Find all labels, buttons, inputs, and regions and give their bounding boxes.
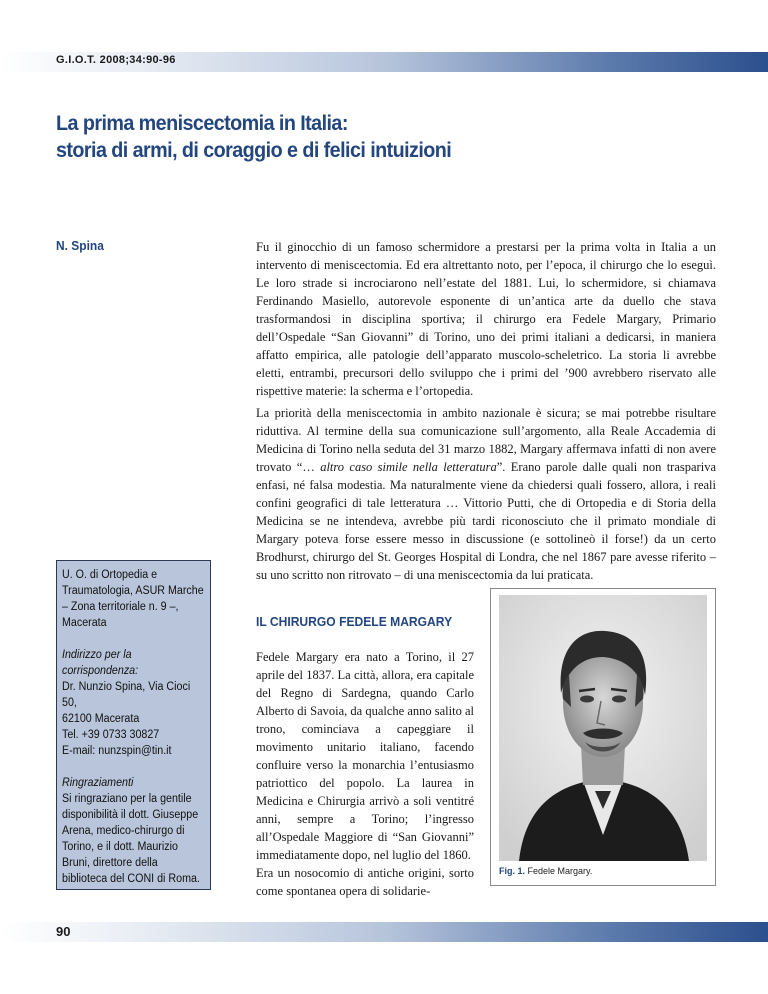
author-name: N. Spina [56,238,104,253]
acknowledgements-block [62,775,205,887]
page-number: 90 [56,924,71,939]
acknowledgements-text: Si ringraziano per la gentile disponibilità il dott. Giuseppe Arena, medico-chirurgo di Torino, e il dott. Maurizio Bruni, direttore della biblioteca del CONI di Roma. [62,793,200,885]
correspondence-email: E-mail: nunzspin@tin.it [62,745,172,757]
affiliation-box [56,560,211,890]
footer-bar [0,922,768,942]
figure-caption [499,866,592,876]
paragraph-3: Fedele Margary era nato a Torino, il 27 aprile del 1837. La città, allora, era capitale del Regno di Sardegna, quando Carlo Alberto di Savoia, da qualche anno salito al trono, cominciava a capeggiare il movimento unitario italiano, facendo confluire verso la monarchia l’entusiasmo patriottico del popolo. La laurea in Medicina e Chirurgia arrivò a soli ventitré anni, sempre a Torino; l’ingresso all’Ospedale Maggiore di “San Giovanni” immediatamente dopo, nel luglio del 1860. [256,650,474,862]
paragraph-2-part-a: La priorità della meniscectomia in ambito nazionale è sicura; se mai potrebbe risultare riduttiva. Al termine della sua comunicazione sull’argomento, alla Reale Accademia di Medicina di Torino nella seduta del 31 marzo 1882, Margary affermava infatti di non avere trovato “… [256,406,716,474]
section-heading: IL CHIRURGO FEDELE MARGARY [256,614,453,629]
affiliation-text: U. O. di Ortopedia e Traumatologia, ASUR Marche – Zona territoriale n. 9 –, Macerata [62,569,204,629]
correspondence-name: Dr. Nunzio Spina, Via Cioci 50, [62,681,191,709]
correspondence-city: 62100 Macerata [62,713,140,725]
portrait-photo [499,595,707,861]
figure-label: Fig. 1. [499,866,526,876]
figure-caption-text: Fedele Margary. [527,866,593,876]
paragraph-2 [256,404,716,584]
paragraph-2-quote: altro caso simile nella letteratura [320,460,497,474]
correspondence-block [62,647,205,759]
paragraph-4: Era un nosocomio di antiche origini, sorto come spontanea opera di solidarie- [256,866,474,898]
correspondence-label: Indirizzo per la corrispondenza: [62,649,139,677]
title-line-2: storia di armi, di coraggio e di felici intuizioni [56,139,452,162]
paragraph-2-part-b: ”. Erano parole dalle quali non traspariva enfasi, né falsa modestia. Ma naturalmente viene da chiedersi quali fossero, allora, i reali confini geografici di tale letteratura … Vittorio Putti, che di Ortopedia e di Storia della Medicina se ne intendeva, avrebbe più tardi riconosciuto che il primato mondiale di Margary poteva forse essere messo in discussione (e sottolineò il forse!) da un certo Brodhurst, chirurgo del St. Georges Hospital di Londra, che nel 1867 pare avesse riferito – su uno scritto non ritrovato – di una meniscectomia da lui praticata. [256,460,716,582]
article-title [56,110,676,164]
title-line-1: La prima meniscectomia in Italia: [56,112,348,135]
paragraph-1: Fu il ginocchio di un famoso schermidore a prestarsi per la prima volta in Italia a un intervento di meniscectomia. Ed era altrettanto noto, per l’epoca, il chirurgo che lo eseguì. Le loro strade si incrociarono nell’estate del 1881. Lui, lo schermidore, si chiamava Ferdinando Masiello, autorevole esponente di un’antica arte da duello che stava trasformandosi in disciplina sportiva; il chirurgo era Fedele Margary, Primario dell’Ospedale “San Giovanni” di Torino, uno dei primi italiani a dedicarsi, in maniera affatto empirica, alle patologie dell’apparato muscolo-scheletrico. La storia li avrebbe eletti, entrambi, precursori dello sviluppo che i primi del ’900 avrebbero riservato alle rispettive materie: la scherma e l’ortopedia. [256,240,716,398]
journal-reference: G.I.O.T. 2008;34:90-96 [56,54,176,66]
figure-1 [490,588,716,886]
acknowledgements-label: Ringraziamenti [62,777,134,789]
correspondence-tel: Tel. +39 0733 30827 [62,729,160,741]
column-text [256,648,474,900]
